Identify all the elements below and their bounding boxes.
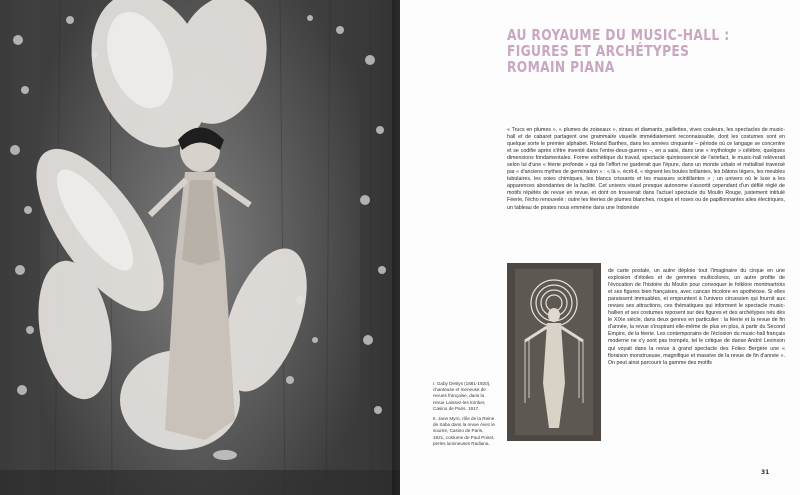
body-paragraph-top: « Trucs en plumes », « plumes de zoiseaux », strass et diamants, paillettes, vives couleurs, les spectacles de music-hall et de cabaret partagent une grammaire visuelle immédiatement reconnaissable, dont les costumes sont en quelque sorte le premier alphabet. Roland Barthes, dans les années cinquante – période où ce langage se concentre et se codifie après s'être inventé dans l'entre-deux-guerres –, en a saisi, dans une « mythologie » célèbre, quelques dimensions fondamentales. Forme esthétique du travail, spectacle quintessencié de l'artefact, le music-hall relèverait selon lui d'une « féerie profonde » qui de l'effort ne garderait que l'épure, dans un monde urbain et métallisé traversé par « d'anciens mythes de germination » : « là », écrit-il, « règnent les boules brillantes, les bâtons légers, les meubles tubulaires, les soies chimiques, les blancs crissants et les massues scintillantes » ; un univers où le luxe a les apparences abondantes de la facilité. Cet univers visuel presque autonome s'assortit cependant d'un défilé réglé de motifs répétés de revue en revue, et dont on trouverait dans l'actuel spectacle du Moulin Rouge, justement intitulé Féerie, l'écho renouvelé : outre les féeries de plumes blanches, rouges et roses ou de papillonnantes ailes électriques, un tableau de pirates nous emmène dans une Indonésie <box>507 127 785 211</box>
title-line-2: FIGURES ET ARCHÉTYPES <box>507 42 690 60</box>
page-number: 31 <box>761 469 770 476</box>
caption-1: I. Gaby Deslys (1881-1920), chanteuse et meneuse de revues française, dans la revue Laissez-les tomber, Casino de Paris, 1917. <box>433 381 491 411</box>
inset-photograph <box>507 263 601 441</box>
caption-2: II. Jane Myro, rôle de la Reine de Saba dans la revue Avec le sourire, Casino de Paris, 1921, costume de Paul Poiret, perles lumineuses Radiana. <box>433 416 495 446</box>
author-name: ROMAIN PIANA <box>507 58 615 76</box>
body-paragraph-column: de carte postale, un autre déploie tout l'imaginaire du cirque en une explosion d'étoiles et de gemmes multicolores, un autre profite de l'évocation de l'histoire du Moulin pour convoquer le folklore montmartrois et ses figures bien françaises, avec cancan tricolore en apothéose. Si elles paraissent immuables, et empruntent à l'univers circassien qui fournit aux revues ses attractions, ces thématiques qui informent le spectacle music-hallien et ses costumes reposent sur des figures et des archétypes nés dès le XIXe siècle, dans deux genres en particulier : la féerie et la revue de fin d'année, la revue s'inspirant elle-même de plus en plus, à partir du Second Empire, de la féerie. Les contemporains de l'éclosion du music-hall français moderne ne s'y sont pas trompés, tel le critique de danse André Levinson qui voyait dans la revue à grand spectacle des Folies Bergère une « floraison monstrueuse, magnifique et massive de la revue de fin d'année ». On peut ainsi parcourir la gamme des motifs <box>608 268 785 366</box>
headdress-figure-photo <box>507 263 601 441</box>
photo-captions <box>433 381 496 451</box>
title-line-1: AU ROYAUME DU MUSIC-HALL : <box>507 26 730 44</box>
chapter-title <box>507 27 787 75</box>
